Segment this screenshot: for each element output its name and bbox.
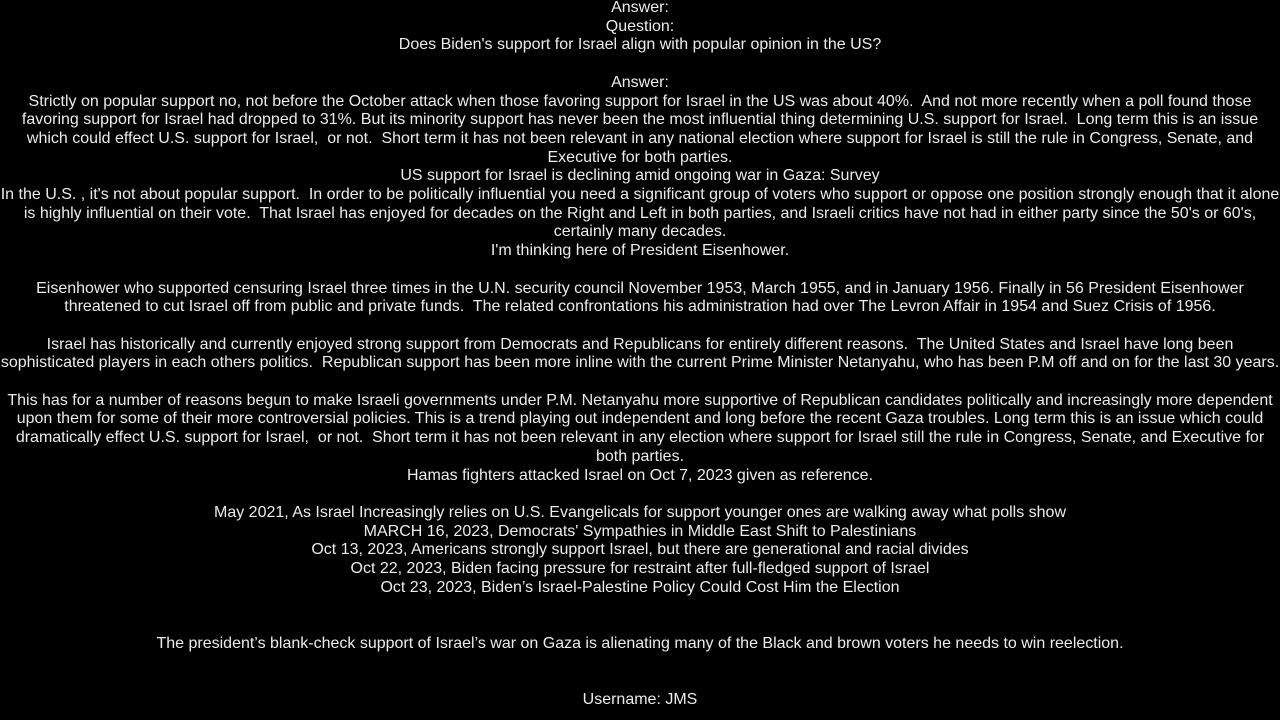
quote-text: The president’s blank-check support of Israel’s war on Gaza is alienating many of the Black and brown voters he needs to win reelection.: [156, 634, 1124, 652]
spacer: [0, 261, 1280, 280]
reference-item: Oct 13, 2023, Americans strongly support Israel, but there are generational and racial divides: [311, 541, 969, 559]
answer-label-top: Answer:: [611, 0, 669, 16]
reference-item: Oct 23, 2023, Biden’s Israel-Palestine Policy Could Cost Him the Election: [380, 578, 900, 596]
reference-item: May 2021, As Israel Increasingly relies on U.S. Evangelicals for support younger ones are walking away what polls show: [214, 503, 1066, 521]
answer-paragraph-6: This has for a number of reasons begun to make Israeli governments under P.M. Netanyahu more supportive of Republican candidates politically and increasingly more dependent upon them for some of their more controversial policies. This is a trend playing out independent and long before the recent Gaza troubles. Long term this is an issue which could dramatically effect U.S. support for Israel, or not. Short term it has not been relevant in any election where support for Israel still the rule in Congress, Senate, and Executive for both parties.: [7, 391, 1278, 465]
spacer: [0, 485, 1280, 504]
question-label: Question:: [605, 17, 675, 35]
question-text: Does Biden's support for Israel align with popular opinion in the US?: [398, 36, 882, 54]
spacer: [0, 597, 1280, 634]
answer-paragraph-3: I'm thinking here of President Eisenhower.: [490, 242, 790, 260]
reference-item: Oct 22, 2023, Biden facing pressure for restraint after full-fledged support of Israel: [350, 560, 930, 578]
spacer: [0, 317, 1280, 336]
reference-survey: US support for Israel is declining amid ongoing war in Gaza: Survey: [400, 167, 880, 185]
spacer: [0, 373, 1280, 392]
spacer: [0, 55, 1280, 74]
spacer: [0, 654, 1280, 691]
reference-hamas: Hamas fighters attacked Israel on Oct 7, 2023 given as reference.: [406, 466, 874, 484]
username: Username: JMS: [582, 690, 698, 708]
reference-item: MARCH 16, 2023, Democrats' Sympathies in Middle East Shift to Palestinians: [363, 522, 917, 540]
answer-label: Answer:: [611, 73, 669, 91]
answer-paragraph-1: Strictly on popular support no, not before the October attack when those favoring support for Israel in the US was about 40%. And not more recently when a poll found those favoring support for Israel had dropped to 31%. But its minority support has never been the most influential thing determining U.S. support for Israel. Long term this is an issue which could effect U.S. support for Israel, or not. Short term it has not been relevant in any national election where support for Israel is still the rule in Congress, Senate, and Executive for both parties.: [21, 92, 1263, 166]
answer-paragraph-4: Eisenhower who supported censuring Israel three times in the U.N. security council November 1953, March 1955, and in January 1956. Finally in 56 President Eisenhower threatened to cut Israel off from public and private funds. The related confrontations his administration had over The Levron Affair in 1954 and Suez Crisis of 1956.: [36, 279, 1249, 316]
answer-paragraph-5: Israel has historically and currently enjoyed strong support from Democrats and Republicans for entirely different reasons. The United States and Israel have long been sophisticated players in each others politics. Republican support has been more inline with the current Prime Minister Netanyahu, who has been P.M off and on for the last 30 years.: [0, 335, 1280, 372]
answer-paragraph-2: In the U.S. , it's not about popular support. In order to be politically influential you need a significant group of voters who support or oppose one position strongly enough that it alone is highly influential on their vote. That Israel has enjoyed for decades on the Right and Left in both parties, and Israeli critics have not had in either party since the 50's or 60's, certainly many decades.: [0, 186, 1280, 241]
